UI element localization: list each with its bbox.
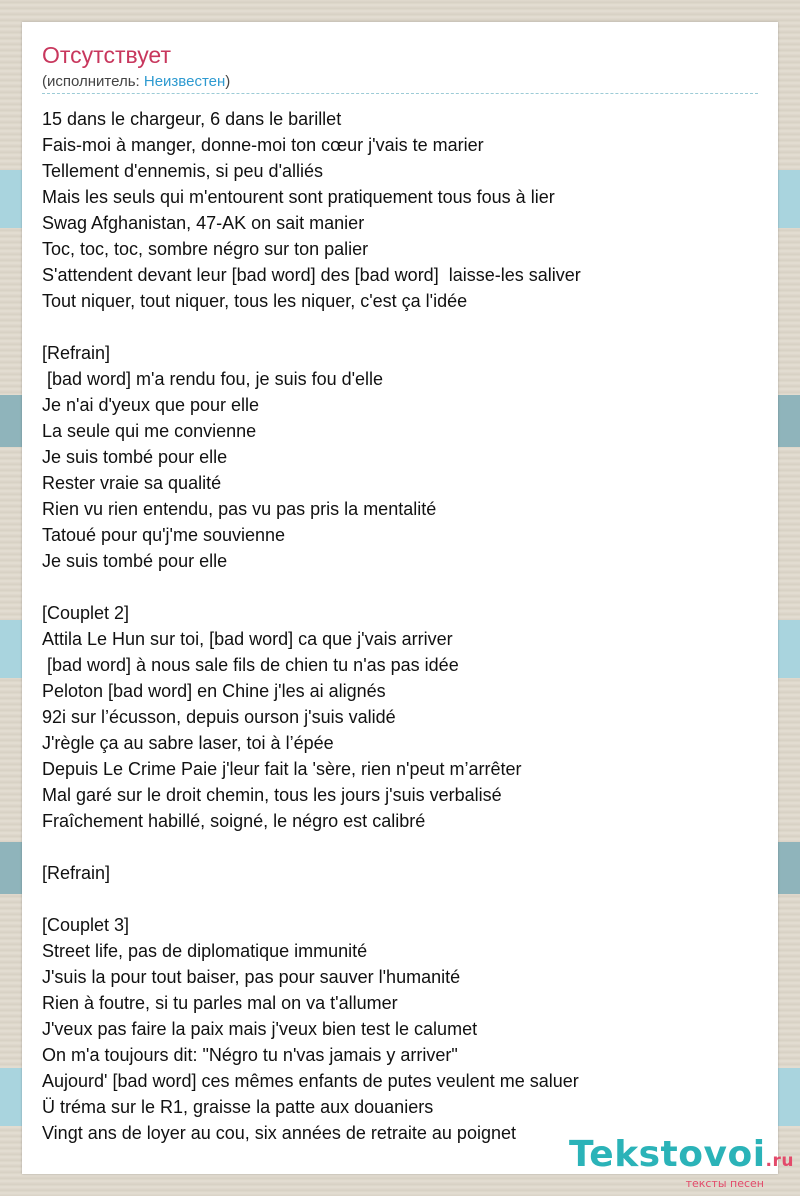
lyric-line: Street life, pas de diplomatique immunité — [42, 941, 368, 961]
lyric-line: La seule qui me convienne — [42, 421, 257, 441]
lyric-line: 92i sur l’écusson, depuis ourson j'suis validé — [42, 707, 396, 727]
lyric-line: Aujourd' [bad word] ces mêmes enfants de putes veulent me saluer — [42, 1071, 579, 1091]
lyric-line: Fais-moi à manger, donne-moi ton cœur j'vais te marier — [42, 135, 484, 155]
lyric-line: Swag Afghanistan, 47-AK on sait manier — [42, 213, 365, 233]
lyric-line: [Couplet 2] — [42, 603, 130, 623]
lyric-line: Tatoué pour qu'j'me souvienne — [42, 525, 286, 545]
lyric-line: Tout niquer, tout niquer, tous les niquer, c'est ça l'idée — [42, 291, 468, 311]
lyric-line: [bad word] à nous sale fils de chien tu n'as pas idée — [42, 655, 459, 675]
lyric-line: J'suis la pour tout baiser, pas pour sauver l'humanité — [42, 967, 461, 987]
lyric-line: [Refrain] — [42, 863, 111, 883]
lyric-line: [Couplet 3] — [42, 915, 130, 935]
lyric-line: [bad word] m'a rendu fou, je suis fou d'elle — [42, 369, 384, 389]
lyric-line: Vingt ans de loyer au cou, six années de retraite au poignet — [42, 1123, 516, 1143]
lyric-line: S'attendent devant leur [bad word] des [bad word] laisse-les saliver — [42, 265, 581, 285]
artist-line — [42, 73, 230, 90]
lyrics-text — [42, 106, 762, 1146]
logo-tagline: тексты песен — [685, 1177, 764, 1190]
lyric-line: On m'a toujours dit: "Négro tu n'vas jamais y arriver" — [42, 1045, 458, 1065]
lyric-line: 15 dans le chargeur, 6 dans le barillet — [42, 109, 342, 129]
lyric-line: Tellement d'ennemis, si peu d'alliés — [42, 161, 324, 181]
lyric-line: Rien vu rien entendu, pas vu pas pris la mentalité — [42, 499, 437, 519]
logo-wordmark — [569, 1134, 794, 1179]
artist-suffix: ) — [225, 73, 231, 90]
lyric-line: Je suis tombé pour elle — [42, 551, 228, 571]
lyric-line: Je n'ai d'yeux que pour elle — [42, 395, 260, 415]
divider — [42, 93, 758, 94]
lyric-line: Ü tréma sur le R1, graisse la patte aux douaniers — [42, 1097, 434, 1117]
blank-line — [42, 886, 762, 912]
lyric-line: [Refrain] — [42, 343, 111, 363]
lyric-line: Peloton [bad word] en Chine j'les ai alignés — [42, 681, 386, 701]
lyric-line: Mais les seuls qui m'entourent sont pratiquement tous fous à lier — [42, 187, 555, 207]
lyric-line: Mal garé sur le droit chemin, tous les jours j'suis verbalisé — [42, 785, 502, 805]
blank-line — [42, 314, 762, 340]
artist-link[interactable]: Неизвестен — [143, 73, 226, 90]
blank-line — [42, 834, 762, 860]
lyric-line: J'règle ça au sabre laser, toi à l’épée — [42, 733, 334, 753]
lyric-line: J'veux pas faire la paix mais j'veux bien test le calumet — [42, 1019, 478, 1039]
logo-name: Tekstovoi — [569, 1134, 766, 1175]
site-logo[interactable] — [569, 1134, 794, 1190]
lyric-line: Rester vraie sa qualité — [42, 473, 222, 493]
blank-line — [42, 574, 762, 600]
lyric-line: Je suis tombé pour elle — [42, 447, 228, 467]
artist-prefix: (исполнитель: — [42, 73, 144, 90]
lyric-line: Toc, toc, toc, sombre négro sur ton palier — [42, 239, 369, 259]
lyric-line: Depuis Le Crime Paie j'leur fait la 'sère, rien n'peut m’arrêter — [42, 759, 522, 779]
page-title: Отсутствует — [42, 42, 171, 68]
lyrics-card — [22, 22, 778, 1174]
lyric-line: Fraîchement habillé, soigné, le négro est calibré — [42, 811, 426, 831]
lyric-line: Rien à foutre, si tu parles mal on va t'allumer — [42, 993, 398, 1013]
logo-tld: .ru — [765, 1151, 794, 1171]
lyric-line: Attila Le Hun sur toi, [bad word] ca que j'vais arriver — [42, 629, 453, 649]
